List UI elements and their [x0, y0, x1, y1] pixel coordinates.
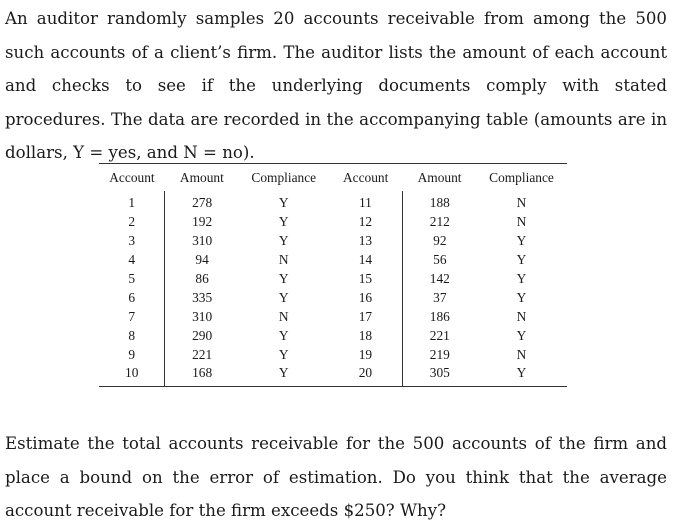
account-cell: 14 [329, 251, 403, 270]
amount-cell: 168 [192, 365, 213, 381]
amount-cell: 305 [429, 365, 450, 381]
compliance-cell: Y [516, 289, 527, 305]
account-cell: 6 [99, 288, 165, 307]
table-row [99, 191, 567, 213]
account-cell: 11 [329, 191, 403, 213]
header-account-2: Account [342, 169, 389, 185]
compliance-cell: N [516, 308, 527, 324]
compliance-cell: Y [278, 327, 289, 343]
account-cell: 19 [329, 345, 403, 364]
compliance-cell: Y [278, 214, 289, 230]
account-cell: 16 [329, 288, 403, 307]
amount-cell: 310 [192, 308, 213, 324]
header-compliance-2: Compliance [489, 169, 554, 185]
amount-cell: 142 [429, 271, 450, 286]
account-cell: 10 [99, 364, 165, 386]
amount-cell: 94 [195, 252, 209, 268]
accounts-table [99, 163, 567, 387]
table-row [99, 213, 567, 232]
account-cell: 13 [329, 232, 403, 251]
amount-cell: 219 [429, 346, 450, 362]
compliance-cell: N [278, 252, 289, 268]
table-row [99, 307, 567, 326]
account-cell: 8 [99, 326, 165, 345]
amount-cell: 310 [192, 233, 213, 249]
amount-cell: 212 [429, 214, 450, 230]
table-bottom-rule [99, 386, 567, 387]
compliance-cell: Y [278, 365, 289, 381]
account-cell: 2 [99, 213, 165, 232]
table-row [99, 270, 567, 289]
amount-cell: 92 [433, 233, 447, 249]
compliance-cell: Y [278, 346, 289, 362]
account-cell: 17 [329, 307, 403, 326]
intro-paragraph: An auditor randomly samples 20 accounts receivable from among the 500 such accounts of a client’s firm. The auditor lists the amount of each account and checks to see if the underlying documents comply with stated procedures. The data are recorded in the accompanying table (amounts are in dollars, Y = yes, and N = no). [5, 9, 667, 162]
header-compliance-1: Compliance [251, 169, 317, 185]
account-cell: 4 [99, 251, 165, 270]
table-row [99, 232, 567, 251]
question-paragraph: Estimate the total accounts receivable for the 500 accounts of the firm and place a bound on the error of estimation. Do you think that the average account receivable for the firm exceeds $250? Why? [5, 434, 667, 520]
table-row [99, 345, 567, 364]
account-cell: 15 [329, 270, 403, 289]
account-cell: 3 [99, 232, 165, 251]
compliance-cell: Y [278, 233, 289, 249]
compliance-cell: Y [516, 327, 527, 343]
compliance-cell: N [516, 346, 527, 362]
compliance-cell: Y [516, 252, 527, 268]
compliance-cell: Y [516, 365, 527, 381]
amount-cell: 37 [433, 289, 447, 305]
header-amount-1: Amount [179, 169, 224, 185]
account-cell: 18 [329, 326, 403, 345]
compliance-cell: Y [516, 271, 527, 286]
account-cell: 7 [99, 307, 165, 326]
amount-cell: 221 [429, 327, 450, 343]
account-cell: 9 [99, 345, 165, 364]
compliance-cell: Y [278, 195, 289, 211]
account-cell: 5 [99, 270, 165, 289]
table-row [99, 364, 567, 386]
account-cell: 12 [329, 213, 403, 232]
account-cell: 20 [329, 364, 403, 386]
table-row [99, 251, 567, 270]
header-amount-2: Amount [417, 169, 462, 185]
table-header-row [99, 164, 567, 191]
compliance-cell: Y [278, 271, 289, 286]
amount-cell: 56 [433, 252, 447, 268]
compliance-cell: N [278, 308, 289, 324]
compliance-cell: N [516, 214, 527, 230]
header-account-1: Account [109, 169, 155, 185]
amount-cell: 335 [192, 289, 213, 305]
table-row [99, 288, 567, 307]
amount-cell: 86 [195, 271, 209, 286]
amount-cell: 186 [429, 308, 450, 324]
amount-cell: 290 [192, 327, 213, 343]
amount-cell: 278 [192, 195, 213, 211]
compliance-cell: Y [278, 289, 289, 305]
amount-cell: 221 [192, 346, 213, 362]
amount-cell: 188 [429, 195, 450, 211]
amount-cell: 192 [192, 214, 213, 230]
table-row [99, 326, 567, 345]
compliance-cell: Y [516, 233, 527, 249]
account-cell: 1 [99, 191, 165, 213]
compliance-cell: N [516, 195, 527, 211]
